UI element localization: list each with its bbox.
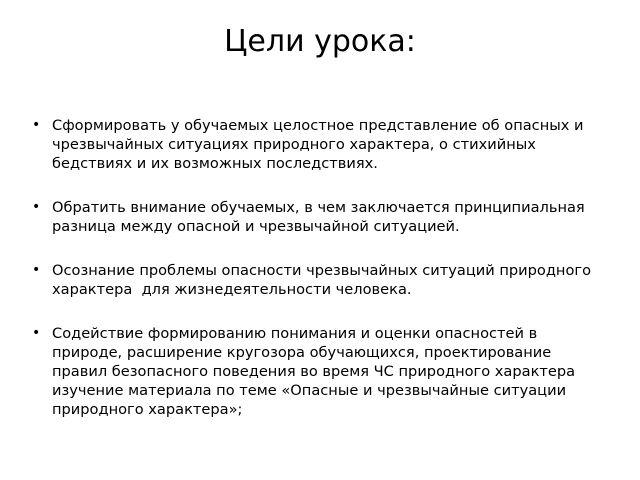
goal-text-1: Сформировать у обучаемых целостное представление об опасных и чрезвычайных ситуациях природного характера, о стихийных бедствиях и их возможных последствиях. xyxy=(52,117,589,172)
goal-text-2: Обратить внимание обучаемых, в чем заключается принципиальная разница между опасной и чрезвычайной ситуацией. xyxy=(52,199,590,235)
goal-item-1 xyxy=(30,116,610,173)
bullet-dot-icon: • xyxy=(32,262,41,278)
goal-item-4 xyxy=(30,324,610,419)
slide-title: Цели урока: xyxy=(224,24,416,59)
goal-item-2 xyxy=(30,198,610,236)
bullet-dot-icon: • xyxy=(32,117,41,133)
goal-text-3: Осознание проблемы опасности чрезвычайных ситуаций природного характера для жизнедеятельности человека. xyxy=(52,262,596,298)
bullet-dot-icon: • xyxy=(32,325,41,341)
goal-item-3 xyxy=(30,261,610,299)
goals-list xyxy=(30,116,610,444)
bullet-dot-icon: • xyxy=(32,199,41,215)
goal-text-4: Содействие формированию понимания и оценки опасностей в природе, расширение кругозора обучающихся, проектирование правил безопасного поведения во время ЧС природного характера изучение материала по теме «Опасные и чрезвычайные ситуации природного характера»; xyxy=(52,325,580,418)
